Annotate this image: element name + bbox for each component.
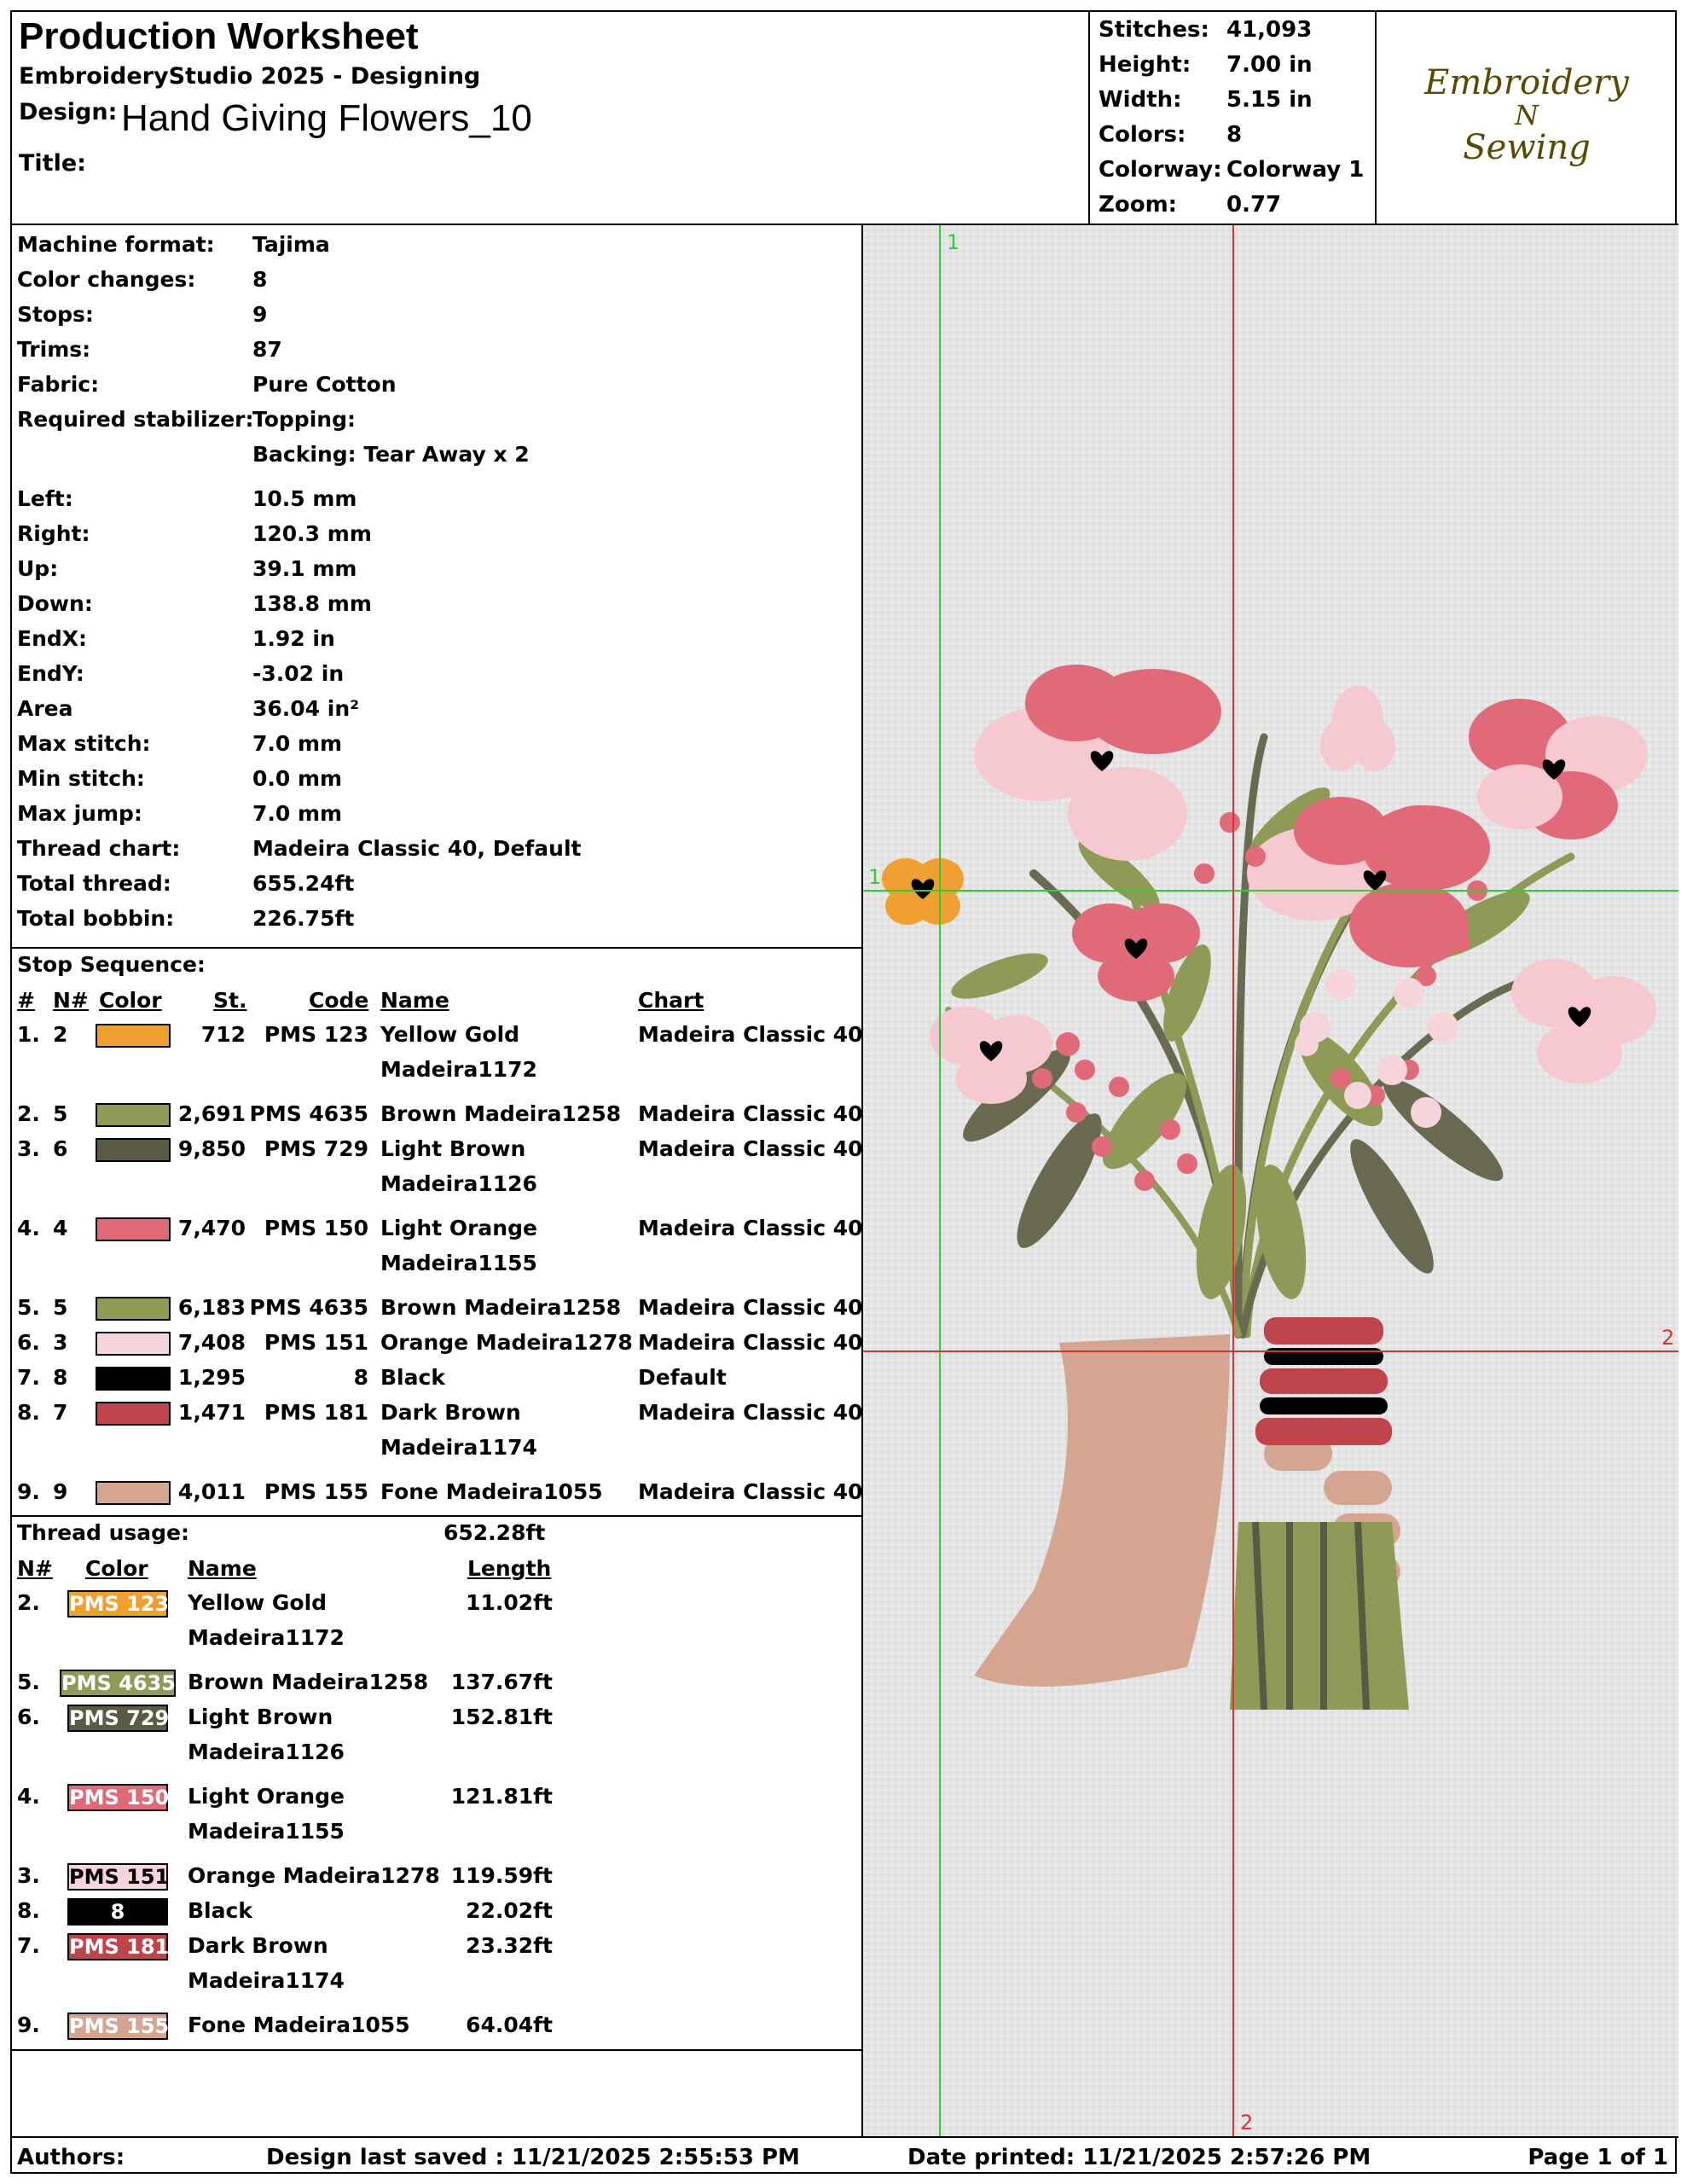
stop-code: PMS 123 — [264, 1022, 368, 1047]
thread-needle: 7. — [17, 1933, 40, 1958]
thread-length: 137.67ft — [450, 1670, 553, 1694]
stop-color-swatch — [96, 1103, 171, 1127]
info-label: Total bobbin: — [17, 906, 175, 931]
authors-label: Authors: — [17, 2145, 125, 2170]
info-label: Trims: — [17, 337, 91, 362]
stop-chart: Madeira Classic 40 — [638, 1295, 863, 1320]
thread-length: 64.04ft — [466, 2013, 553, 2037]
stop-stitches: 7,470 — [177, 1216, 246, 1240]
col-header-n: N# — [53, 988, 89, 1013]
stop-index: 5. — [17, 1295, 40, 1320]
info-label: Left: — [17, 486, 73, 511]
info-value: 0.0 mm — [252, 766, 343, 791]
logo-line-3: Sewing — [1463, 128, 1591, 167]
stop-stitches: 4,011 — [177, 1479, 246, 1504]
stop-color-swatch — [96, 1332, 171, 1356]
stop-color-swatch — [96, 1138, 171, 1162]
thread-length: 23.32ft — [466, 1933, 553, 1958]
thread-name: Orange Madeira1278 — [188, 1863, 440, 1888]
stop-index: 1. — [17, 1022, 40, 1047]
title-label: Title: — [19, 150, 86, 177]
thread-name: Dark Brown — [188, 1933, 328, 1958]
thread-usage-label: Thread usage: — [17, 1520, 190, 1545]
stop-name: Orange Madeira1278 — [380, 1330, 633, 1355]
stop-stitches: 2,691 — [177, 1101, 246, 1126]
col-header-length: Length — [467, 1556, 552, 1581]
stop-index: 4. — [17, 1216, 40, 1240]
stop-name: Yellow Gold — [380, 1022, 520, 1047]
thread-needle: 3. — [17, 1863, 40, 1888]
col-header-index: # — [17, 988, 35, 1013]
thread-color-swatch: 8 — [67, 1898, 168, 1926]
stop-chart: Madeira Classic 40 — [638, 1101, 863, 1126]
guide-label-h1: 1 — [868, 865, 882, 889]
info-label: EndX: — [17, 626, 88, 651]
thread-name: Black — [188, 1898, 252, 1923]
thread-color-swatch: PMS 4635 — [61, 1671, 176, 1695]
stop-needle: 8 — [53, 1365, 68, 1390]
thread-length: 22.02ft — [466, 1898, 553, 1923]
thread-name-line2: Madeira1126 — [188, 1740, 345, 1764]
design-canvas — [863, 225, 1678, 2136]
stop-index: 6. — [17, 1330, 40, 1355]
stop-index: 9. — [17, 1479, 40, 1504]
col-header-name: Name — [188, 1556, 257, 1581]
stop-needle: 7 — [53, 1400, 68, 1425]
section-divider — [12, 1515, 861, 1517]
date-printed: Date printed: 11/21/2025 2:57:26 PM — [907, 2145, 1371, 2170]
info-value: Backing: Tear Away x 2 — [252, 442, 530, 467]
thread-name: Yellow Gold — [188, 1590, 328, 1615]
info-value: 87 — [252, 337, 282, 362]
stop-code: PMS 181 — [264, 1400, 368, 1425]
info-label: Color changes: — [17, 267, 196, 292]
stat-value: 5.15 in — [1226, 87, 1313, 113]
info-value: 8 — [252, 267, 268, 292]
thread-length: 152.81ft — [450, 1705, 553, 1729]
stop-chart: Madeira Classic 40 — [638, 1400, 863, 1425]
info-label: EndY: — [17, 661, 84, 686]
stop-code: 8 — [353, 1365, 368, 1390]
stop-code: PMS 729 — [264, 1136, 368, 1161]
header-info — [12, 12, 1088, 224]
stat-label: Stitches: — [1099, 17, 1209, 43]
stop-sequence-label: Stop Sequence: — [17, 952, 206, 977]
guide-label-v1: 1 — [947, 230, 960, 254]
stop-chart: Default — [638, 1365, 727, 1390]
col-header-code: Code — [309, 988, 369, 1013]
thread-length: 119.59ft — [450, 1863, 553, 1888]
info-value: 655.24ft — [252, 871, 355, 896]
stop-stitches: 9,850 — [177, 1136, 246, 1161]
info-label: Area — [17, 696, 73, 721]
stop-stitches: 7,408 — [177, 1330, 246, 1355]
logo-line-2: N — [1515, 99, 1539, 131]
stop-index: 2. — [17, 1101, 40, 1126]
thread-needle: 6. — [17, 1705, 40, 1729]
worksheet-footer — [12, 2136, 1678, 2175]
stop-chart: Madeira Classic 40 — [638, 1022, 863, 1047]
info-value: 36.04 in² — [252, 696, 360, 721]
info-value: 9 — [252, 302, 268, 327]
info-label: Right: — [17, 521, 90, 546]
stop-needle: 3 — [53, 1330, 68, 1355]
col-header-chart: Chart — [638, 988, 704, 1013]
stop-chart: Madeira Classic 40 — [638, 1330, 863, 1355]
info-value: 226.75ft — [252, 906, 355, 931]
stop-needle: 2 — [53, 1022, 68, 1047]
stop-name: Black — [380, 1365, 445, 1390]
stop-code: PMS 150 — [264, 1216, 368, 1240]
info-value: 7.0 mm — [252, 801, 343, 826]
page-number: Page 1 of 1 — [1528, 2145, 1668, 2170]
stop-code: PMS 151 — [264, 1330, 368, 1355]
stop-needle: 9 — [53, 1479, 68, 1504]
stop-chart: Madeira Classic 40 — [638, 1479, 863, 1504]
thread-color-swatch: PMS 729 — [69, 1706, 170, 1730]
guide-label-h2: 2 — [1661, 1326, 1675, 1350]
info-label: Max jump: — [17, 801, 142, 826]
design-name: Hand Giving Flowers_10 — [121, 97, 532, 139]
info-value: -3.02 in — [252, 661, 345, 686]
stop-stitches: 1,471 — [177, 1400, 246, 1425]
stop-color-swatch — [96, 1367, 171, 1391]
thread-needle: 4. — [17, 1784, 40, 1809]
stop-stitches: 712 — [200, 1022, 246, 1047]
info-value: Tajima — [252, 232, 330, 257]
worksheet-header — [12, 12, 1678, 225]
thread-color-swatch: PMS 181 — [69, 1935, 170, 1959]
info-value: Topping: — [252, 407, 356, 432]
stop-needle: 5 — [53, 1101, 68, 1126]
stat-value: 41,093 — [1226, 17, 1313, 43]
stop-name-line2: Madeira1126 — [380, 1171, 537, 1196]
thread-needle: 9. — [17, 2013, 40, 2037]
software-name: EmbroideryStudio 2025 - Designing — [19, 63, 481, 90]
stat-label: Width: — [1099, 87, 1182, 113]
thread-needle: 2. — [17, 1590, 40, 1615]
stop-needle: 5 — [53, 1295, 68, 1320]
guide-label-v2: 2 — [1240, 2111, 1254, 2135]
stop-chart: Madeira Classic 40 — [638, 1216, 863, 1240]
stop-name-line2: Madeira1172 — [380, 1057, 537, 1082]
info-label: Thread chart: — [17, 836, 181, 861]
info-label: Fabric: — [17, 372, 100, 397]
stop-name: Brown Madeira1258 — [380, 1101, 622, 1126]
col-header-color: Color — [99, 988, 162, 1013]
stop-color-swatch — [96, 1217, 171, 1241]
stop-color-swatch — [96, 1297, 171, 1321]
stop-needle: 6 — [53, 1136, 68, 1161]
stop-chart: Madeira Classic 40 — [638, 1136, 863, 1161]
thread-name: Fone Madeira1055 — [188, 2013, 410, 2037]
logo — [1375, 12, 1678, 224]
info-label: Down: — [17, 591, 93, 616]
stop-code: PMS 155 — [264, 1479, 368, 1504]
info-label: Min stitch: — [17, 766, 145, 791]
design-last-saved: Design last saved : 11/21/2025 2:55:53 PM — [266, 2145, 800, 2170]
stop-index: 3. — [17, 1136, 40, 1161]
info-label: Machine format: — [17, 232, 215, 257]
thread-name-line2: Madeira1172 — [188, 1625, 345, 1650]
stop-color-swatch — [96, 1024, 171, 1048]
thread-name-line2: Madeira1155 — [188, 1819, 345, 1844]
info-value: 10.5 mm — [252, 486, 357, 511]
col-header-n: N# — [17, 1556, 53, 1581]
thread-name: Light Brown — [188, 1705, 333, 1729]
design-label: Design: — [19, 99, 118, 125]
info-value: 138.8 mm — [252, 591, 372, 616]
stop-code: PMS 4635 — [249, 1101, 368, 1126]
stop-color-swatch — [96, 1481, 171, 1505]
section-divider — [12, 947, 861, 949]
stop-stitches: 6,183 — [177, 1295, 246, 1320]
thread-usage-total: 652.28ft — [443, 1520, 546, 1545]
worksheet-page — [10, 10, 1677, 2174]
design-preview — [863, 225, 1678, 2136]
stop-name-line2: Madeira1155 — [380, 1251, 537, 1275]
info-label: Up: — [17, 556, 59, 581]
logo-line-1: Embroidery — [1424, 63, 1629, 102]
stop-stitches: 1,295 — [177, 1365, 246, 1390]
thread-length: 11.02ft — [466, 1590, 553, 1615]
thread-needle: 8. — [17, 1898, 40, 1923]
info-label: Stops: — [17, 302, 94, 327]
stat-value: 7.00 in — [1226, 52, 1313, 78]
stat-label: Colors: — [1099, 122, 1186, 148]
col-header-color: Color — [85, 1556, 148, 1581]
thread-color-swatch: PMS 150 — [69, 1786, 170, 1809]
page-title: Production Worksheet — [19, 15, 419, 57]
stop-needle: 4 — [53, 1216, 68, 1240]
stop-color-swatch — [96, 1402, 171, 1426]
stop-name-line2: Madeira1174 — [380, 1435, 537, 1460]
stop-name: Light Orange — [380, 1216, 537, 1240]
thread-name: Light Orange — [188, 1784, 345, 1809]
stop-name: Brown Madeira1258 — [380, 1295, 622, 1320]
col-header-st: St. — [213, 988, 247, 1013]
stop-name: Light Brown — [380, 1136, 526, 1161]
thread-color-swatch: PMS 155 — [69, 2014, 170, 2038]
worksheet-details — [12, 225, 863, 2136]
info-value: Madeira Classic 40, Default — [252, 836, 582, 861]
stop-index: 8. — [17, 1400, 40, 1425]
section-divider — [12, 2049, 861, 2051]
stop-name: Dark Brown — [380, 1400, 521, 1425]
stop-code: PMS 4635 — [249, 1295, 368, 1320]
stop-index: 7. — [17, 1365, 40, 1390]
thread-name: Brown Madeira1258 — [188, 1670, 429, 1694]
design-stats — [1088, 12, 1375, 224]
stat-label: Colorway: — [1099, 157, 1222, 183]
stat-value: Colorway 1 — [1226, 157, 1365, 183]
info-value: Pure Cotton — [252, 372, 397, 397]
info-value: 39.1 mm — [252, 556, 357, 581]
stat-value: 0.77 — [1226, 192, 1282, 218]
info-value: 1.92 in — [252, 626, 335, 651]
thread-color-swatch: PMS 123 — [69, 1592, 170, 1616]
thread-name-line2: Madeira1174 — [188, 1968, 345, 1993]
info-value: 7.0 mm — [252, 731, 343, 756]
thread-length: 121.81ft — [450, 1784, 553, 1809]
stat-label: Zoom: — [1099, 192, 1178, 218]
stop-name: Fone Madeira1055 — [380, 1479, 603, 1504]
stat-value: 8 — [1226, 122, 1243, 148]
info-label: Max stitch: — [17, 731, 151, 756]
info-label: Required stabilizer: — [17, 407, 254, 432]
thread-needle: 5. — [17, 1670, 40, 1694]
stat-label: Height: — [1099, 52, 1191, 78]
thread-color-swatch: PMS 151 — [69, 1865, 170, 1889]
info-value: 120.3 mm — [252, 521, 372, 546]
info-label: Total thread: — [17, 871, 171, 896]
col-header-name: Name — [380, 988, 449, 1013]
